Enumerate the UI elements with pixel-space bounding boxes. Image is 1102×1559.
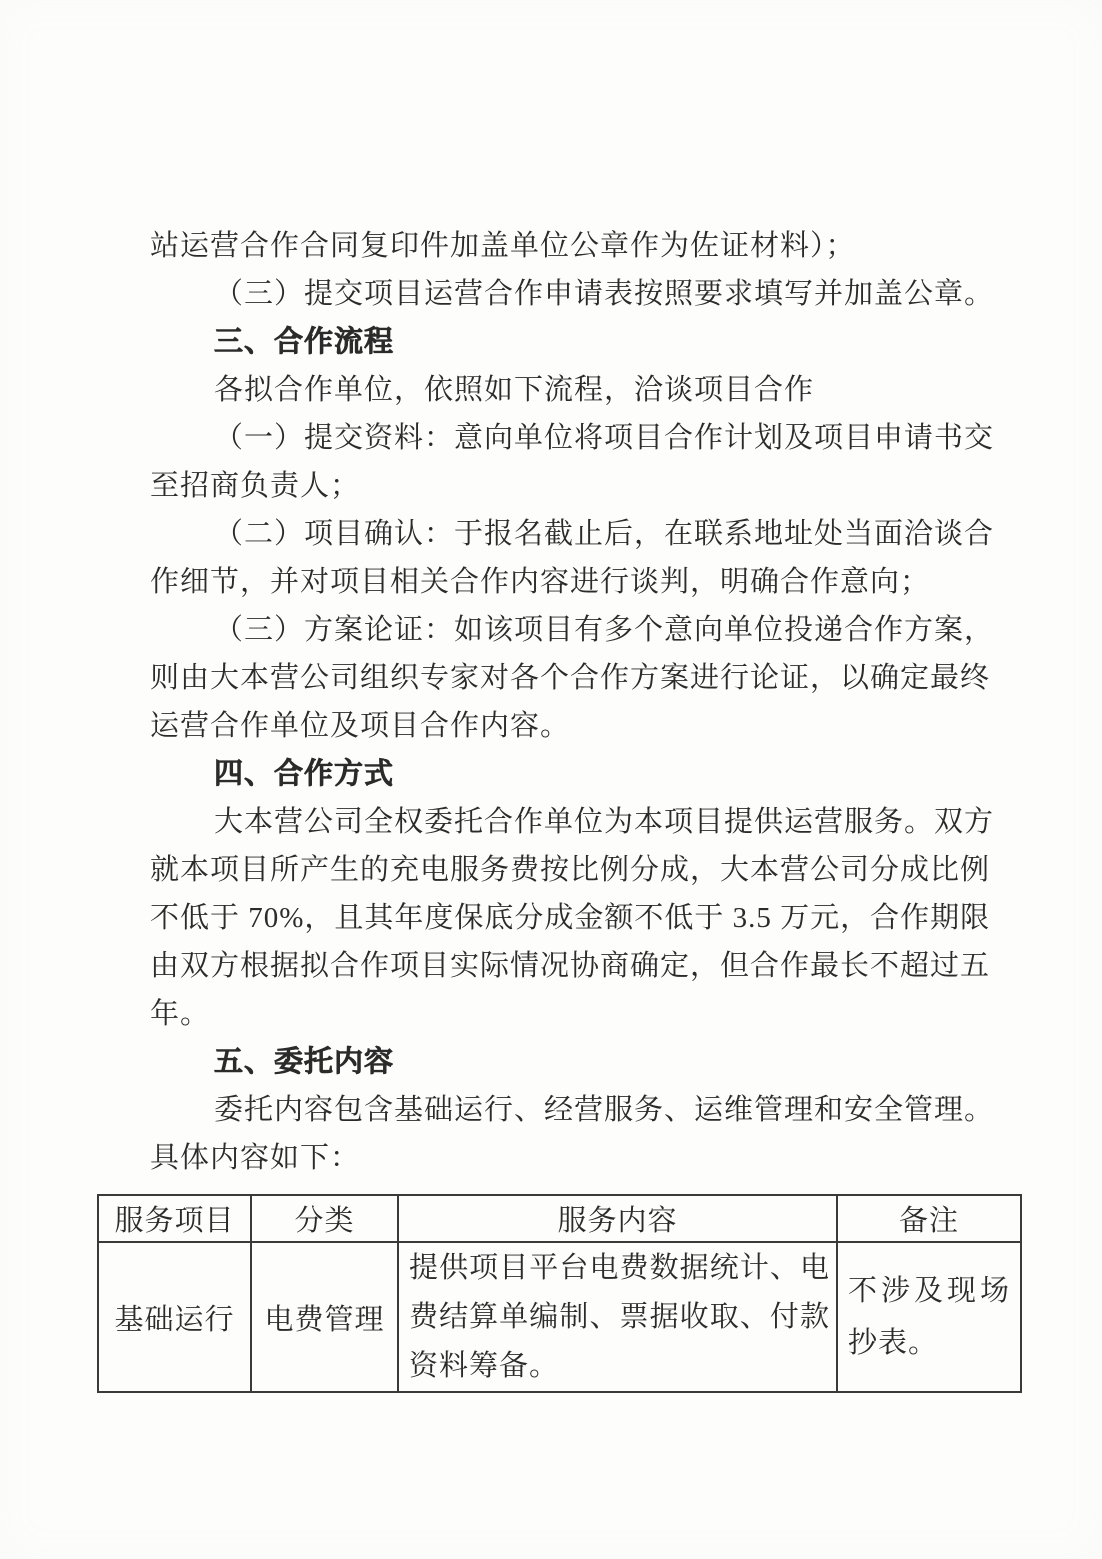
heading-section-3-cooperation-process: 三、合作流程 — [214, 326, 395, 358]
text-line: 各拟合作单位，依照如下流程，洽谈项目合作 — [214, 374, 815, 406]
text-line: 具体内容如下： — [150, 1142, 361, 1174]
cell-service-item: 基础运行 — [98, 1242, 251, 1392]
cell-category: 电费管理 — [251, 1242, 398, 1392]
column-header-service-item: 服务项目 — [98, 1195, 251, 1242]
document-body — [150, 222, 998, 1182]
text-line: （一）提交资料：意向单位将项目合作计划及项目申请书交 — [214, 422, 995, 454]
text-line: 则由大本营公司组织专家对各个合作方案进行论证，以确定最终 — [150, 662, 991, 694]
text-line: 运营合作单位及项目合作内容。 — [150, 710, 571, 742]
column-header-service-content: 服务内容 — [398, 1195, 837, 1242]
cell-remark: 不涉及现场抄表。 — [837, 1242, 1021, 1392]
heading-section-5-entrusted-content: 五、委托内容 — [214, 1046, 395, 1078]
text-line: 至招商负责人； — [150, 470, 361, 502]
text-line: 就本项目所产生的充电服务费按比例分成，大本营公司分成比例 — [150, 854, 991, 886]
cell-service-content: 提供项目平台电费数据统计、电费结算单编制、票据收取、付款资料筹备。 — [398, 1242, 837, 1392]
text-line: （二）项目确认：于报名截止后，在联系地址处当面洽谈合 — [214, 518, 995, 550]
table-header-row — [98, 1195, 1021, 1242]
column-header-remark: 备注 — [837, 1195, 1021, 1242]
text-line: 由双方根据拟合作项目实际情况协商确定，但合作最长不超过五 — [150, 950, 991, 982]
service-content-table — [97, 1194, 1022, 1393]
text-line: 年。 — [150, 998, 211, 1030]
table-row — [98, 1242, 1021, 1392]
text-line: 不低于 70%，且其年度保底分成金额不低于 3.5 万元，合作期限 — [150, 902, 991, 934]
column-header-category: 分类 — [251, 1195, 398, 1242]
text-line: 作细节，并对项目相关合作内容进行谈判，明确合作意向； — [150, 566, 931, 598]
text-line: （三）方案论证：如该项目有多个意向单位投递合作方案， — [214, 614, 995, 646]
text-line: 大本营公司全权委托合作单位为本项目提供运营服务。双方 — [214, 806, 995, 838]
text-line: 委托内容包含基础运行、经营服务、运维管理和安全管理。 — [214, 1094, 995, 1126]
text-line: （三）提交项目运营合作申请表按照要求填写并加盖公章。 — [214, 278, 995, 310]
text-line: 站运营合作合同复印件加盖单位公章作为佐证材料）； — [150, 230, 856, 262]
heading-section-4-cooperation-method: 四、合作方式 — [214, 758, 395, 790]
